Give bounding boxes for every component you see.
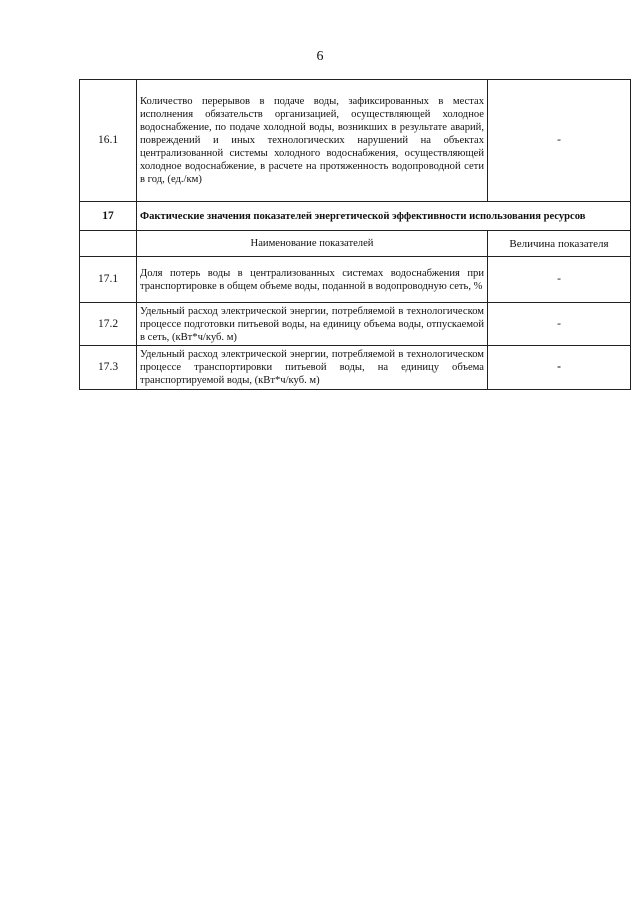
table-header-row: [80, 231, 631, 257]
section-title: Фактические значения показателей энергетической эффективности использования ресурсов: [137, 202, 631, 231]
indicator-name: Удельный расход электрической энергии, потребляемой в технологическом процессе подготовки питьевой воды, на единицу объема воды, отпускаемой в сеть, (кВт*ч/куб. м): [137, 303, 488, 346]
row-number: 17.3: [80, 346, 137, 390]
table-row: [80, 303, 631, 346]
indicator-value: -: [488, 303, 631, 346]
table-row: [80, 80, 631, 202]
row-number: 17.1: [80, 257, 137, 303]
indicator-value: -: [488, 346, 631, 390]
indicator-name: Удельный расход электрической энергии, потребляемой в технологическом процессе транспортировки питьевой воды, на единицу объема транспортируемой воды, (кВт*ч/куб. м): [137, 346, 488, 390]
indicator-name: Доля потерь воды в централизованных системах водоснабжения при транспортировке в общем объеме воды, поданной в водопроводную сеть, %: [137, 257, 488, 303]
indicator-value: -: [488, 257, 631, 303]
page-number: 6: [316, 49, 324, 64]
indicators-table: [79, 79, 631, 390]
indicator-name: Количество перерывов в подаче воды, зафиксированных в местах исполнения обязательств организацией, осуществляющей холодное водоснабжение, по подаче холодной воды, возникших в результате аварий, повреждений и иных технологических нарушений на объектах централизованной системы холодного водоснабжения, осуществляющей холодное водоснабжение, в расчете на протяженность водопроводной сети в год, (ед./км): [137, 80, 488, 202]
section-number: 17: [80, 202, 137, 231]
row-number: 17.2: [80, 303, 137, 346]
table-row: [80, 346, 631, 390]
section-row: [80, 202, 631, 231]
row-number: 16.1: [80, 80, 137, 202]
indicator-value: -: [488, 80, 631, 202]
header-value: Величина показателя: [488, 231, 631, 257]
header-name: Наименование показателей: [137, 231, 488, 257]
table-row: [80, 257, 631, 303]
header-number-cell: [80, 231, 137, 257]
